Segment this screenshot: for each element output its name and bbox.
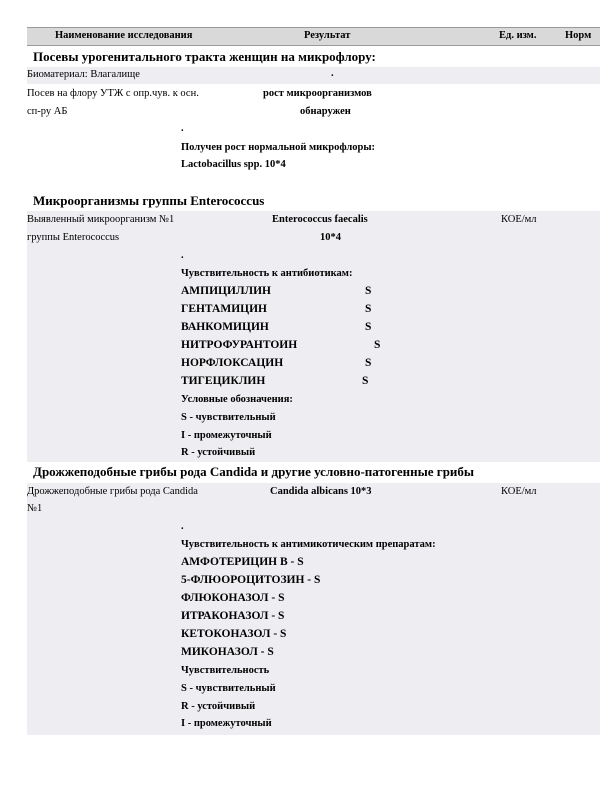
antifungal-item: МИКОНАЗОЛ - S [181,646,274,658]
growth-line-1: Получен рост нормальной микрофлоры: [181,142,376,153]
header-unit: Ед. изм. [499,30,537,41]
enterococcus-unit: КОЕ/мл [501,214,537,225]
enterococcus-organism: Enterococcus faecalis [272,214,368,225]
header-name: Наименование исследования [55,30,193,41]
candida-legend-item: I - промежуточный [181,718,272,729]
antibiotic-name: АМПИЦИЛЛИН [181,285,271,297]
biomaterial-label: Биоматериал: Влагалище [27,69,140,80]
antifungal-item: ФЛЮКОНАЗОЛ - S [181,592,285,604]
biomaterial-value: . [331,68,334,79]
candida-legend-item: S - чувствительный [181,683,276,694]
candida-label-2: №1 [27,503,43,514]
antibiotic-value: S [365,321,372,333]
section3-dot: . [181,521,184,532]
header-result: Результат [304,30,351,41]
antibiotic-value: S [365,303,372,315]
candida-label-1: Дрожжеподобные грибы рода Candida [27,486,198,497]
antifungal-item: АМФОТЕРИЦИН В - S [181,556,304,568]
seeding-result-2: обнаружен [300,106,351,117]
antibiotic-name: ГЕНТАМИЦИН [181,303,267,315]
antibiotic-value: S [365,357,372,369]
table-header [27,27,600,46]
legend-title: Условные обозначения: [181,394,293,405]
legend-item: R - устойчивый [181,447,256,458]
section2-dot: . [181,250,184,261]
enterococcus-block [27,211,600,462]
antibiotic-sens-title: Чувствительность к антибиотикам: [181,268,353,279]
candida-legend-item: R - устойчивый [181,701,256,712]
antibiotic-value: S [365,285,372,297]
antibiotic-value: S [362,375,369,387]
growth-line-2: Lactobacillus spp. 10*4 [181,159,286,170]
legend-item: I - промежуточный [181,430,272,441]
antibiotic-name: ТИГЕЦИКЛИН [181,375,266,387]
antifungal-sens-title: Чувствительность к антимикотическим препаратам: [181,539,436,550]
section1-title: Посевы урогенитального тракта женщин на микрофлору: [33,49,376,64]
enterococcus-label-1: Выявленный микроорганизм №1 [27,214,175,225]
section3-title: Дрожжеподобные грибы рода Candida и другие условно-патогенные грибы [33,464,475,479]
legend-item: S - чувствительный [181,412,276,423]
antibiotic-name: НОРФЛОКСАЦИН [181,357,284,369]
antifungal-item: ИТРАКОНАЗОЛ - S [181,610,285,622]
enterococcus-label-2: группы Enterococcus [27,232,120,243]
candida-block [27,483,600,735]
seeding-result-1: рост микроорганизмов [263,88,372,99]
section2-title: Микроорганизмы группы Enterococcus [33,193,265,208]
header-norm: Норм [565,30,592,41]
antibiotic-name: НИТРОФУРАНТОИН [181,339,298,351]
section1-dot: . [181,123,184,134]
antibiotic-value: S [374,339,381,351]
antifungal-item: КЕТОКОНАЗОЛ - S [181,628,287,640]
enterococcus-count: 10*4 [320,232,341,243]
candida-unit: КОЕ/мл [501,486,537,497]
antifungal-item: 5-ФЛЮОРОЦИТОЗИН - S [181,574,321,586]
candida-legend-title: Чувствительность [181,665,270,676]
seeding-label-2: сп-ру АБ [27,106,68,117]
antibiotic-name: ВАНКОМИЦИН [181,321,269,333]
candida-organism: Candida albicans 10*3 [270,486,372,497]
seeding-label-1: Посев на флору УТЖ с опр.чув. к осн. [27,88,199,99]
